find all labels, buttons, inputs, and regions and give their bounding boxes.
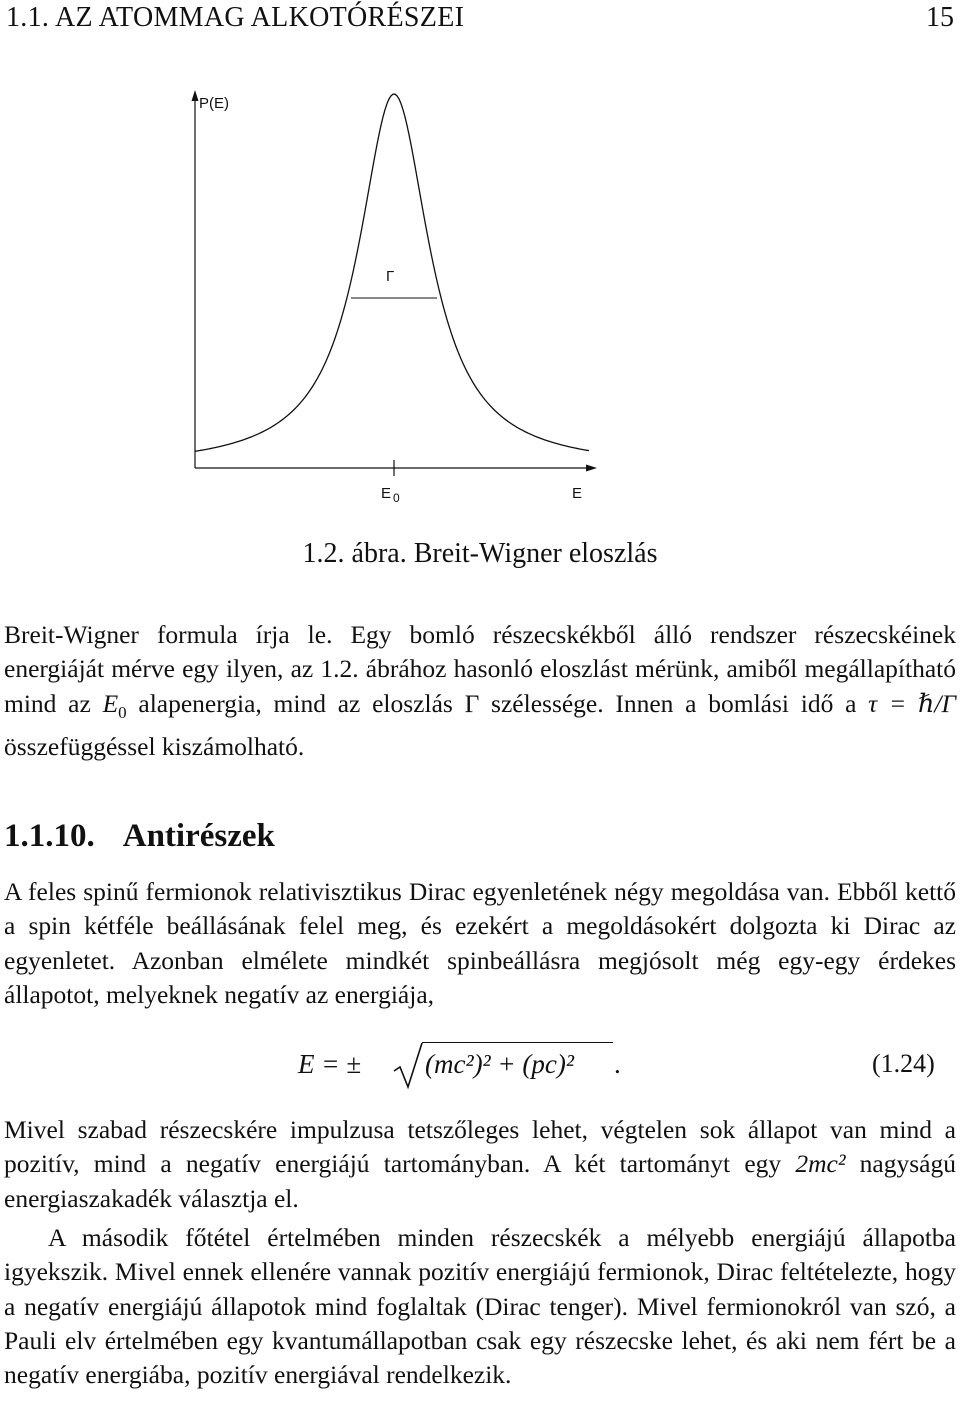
equation-radicand: (mc²)² + (pc)² xyxy=(425,1049,574,1079)
symbol-e0-main: E xyxy=(102,688,119,718)
section-heading xyxy=(4,818,275,855)
intro-text-1: Breit-Wigner formula írja le. Egy bomló részecskékből álló rendszer részecskéinek energiáját mérve egy ilyen, az 1.2. ábrához hasonló eloszlást mérünk, amiből megállapítható mind az xyxy=(4,620,956,718)
sqrt-bar xyxy=(422,1042,613,1043)
paragraph-dirac-sea: A második főtétel értelmében minden részecskék a mélyebb energiájú állapotba igyekszik. Mivel ennek ellenére vannak pozitív energiájú fermionok, Dirac feltételezte, hogy a negatív energiájú állapotok mind foglaltak (Dirac tenger). Mivel fermionokról van szó, a Pauli elv értelmében egy kvantumállapotban csak egy részecske lehet, és aki nem fért be a negatív energiába, pozitív energiával rendelkezik. xyxy=(4,1223,956,1390)
page-number: 15 xyxy=(926,2,954,33)
equation-number: (1.24) xyxy=(872,1049,935,1078)
section-title: Antirészek xyxy=(122,818,275,854)
intro-text-2: alapenergia, mind az eloszlás Γ szélessége. Innen a bomlási idő a xyxy=(126,688,869,718)
paragraph-energy-gap xyxy=(4,1113,956,1216)
y-axis-arrow xyxy=(192,90,199,101)
intro-paragraph xyxy=(4,618,956,764)
symbol-e0-sub: 0 xyxy=(118,702,127,722)
y-axis-label: P(E) xyxy=(199,95,229,112)
breit-wigner-figure xyxy=(0,80,960,520)
paragraph-b-text-end: nagyságú energiaszakadék választja el. xyxy=(4,1149,956,1213)
equation-period: . xyxy=(614,1049,621,1079)
running-head-title: 1.1. AZ ATOMMAG ALKOTÓRÉSZEI xyxy=(6,2,465,33)
e0-label-sub: 0 xyxy=(393,491,400,505)
paragraph-b-text: Mivel szabad részecskére impulzusa tetszőleges lehet, végtelen sok állapot van mind a pozitív, mind a negatív energiájú tartományban. A két tartományt egy xyxy=(4,1115,956,1179)
gamma-label: Γ xyxy=(386,268,395,285)
paragraph-antiparticles: A feles spinű fermionok relativisztikus Dirac egyenletének négy megoldása van. Ebből kettő a spin kétféle beállásának felel meg, és ezekért a megoldásokért dolgozta ki Dirac az egyenletet. Azonban elmélete mindkét spinbeállásra megjósolt még egy-egy érdekes állapotot, melyeknek negatív az energiája, xyxy=(4,877,956,1009)
e0-label-main: E xyxy=(381,485,392,502)
gap-symbol: 2mc² xyxy=(795,1149,846,1179)
running-head xyxy=(0,2,960,42)
x-axis-arrow xyxy=(586,465,597,472)
e0-label xyxy=(381,485,400,505)
intro-text-3: összefüggéssel kiszámolható. xyxy=(4,731,305,761)
equation-lhs: E = ± xyxy=(298,1049,362,1079)
figure-caption: 1.2. ábra. Breit-Wigner eloszlás xyxy=(302,538,658,569)
tau-formula: τ = ℏ/Γ xyxy=(868,688,956,718)
sqrt-sign xyxy=(393,1041,423,1089)
equation-1-24 xyxy=(0,1037,960,1097)
section-number: 1.1.10. xyxy=(4,818,95,854)
symbol-e0 xyxy=(102,688,127,722)
x-axis-label: E xyxy=(572,485,583,502)
